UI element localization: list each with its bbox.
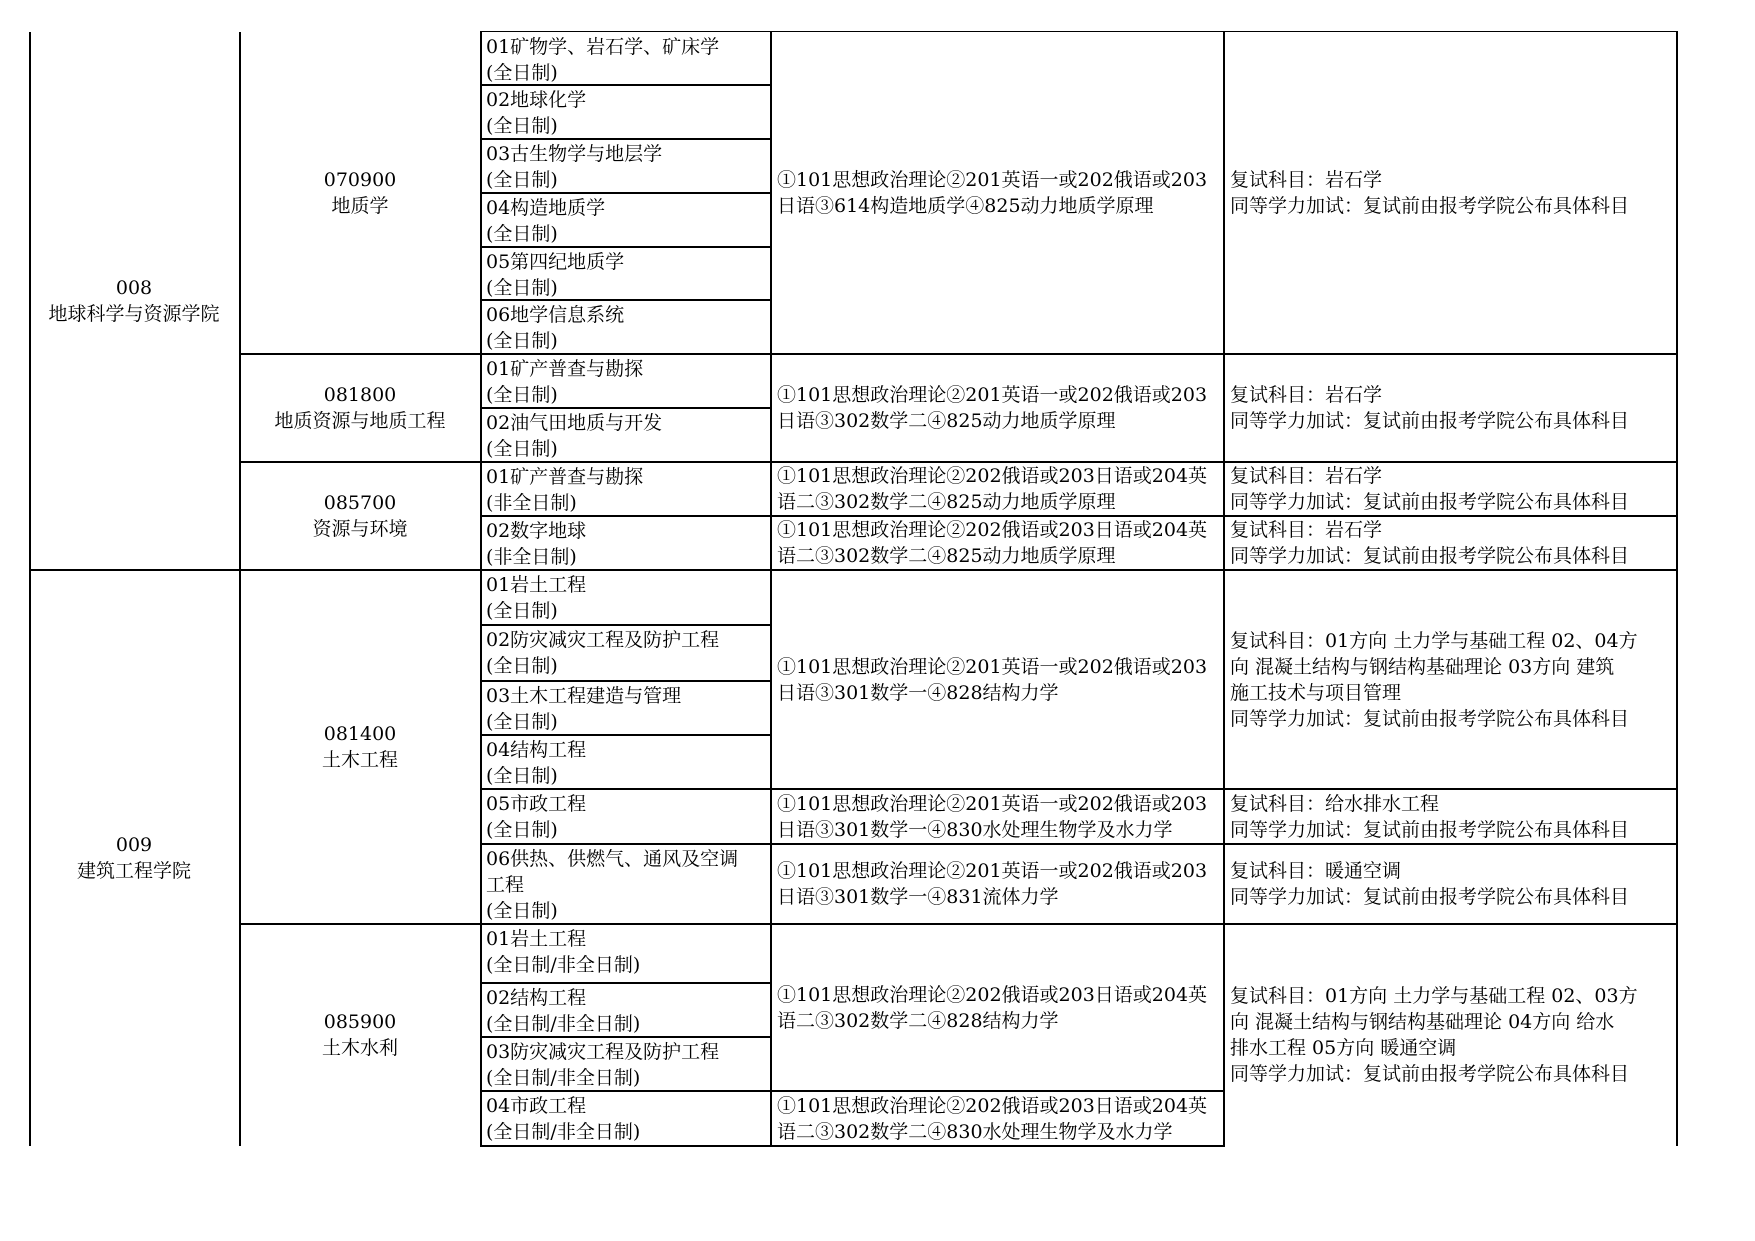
direction-name: 06地学信息系统 bbox=[486, 304, 625, 326]
note-line: 同等学力加试：复试前由报考学院公布具体科目 bbox=[1230, 410, 1630, 432]
direction-cell bbox=[482, 1091, 770, 1146]
direction-name: 02地球化学 bbox=[486, 89, 587, 111]
major-code: 085700 bbox=[323, 492, 397, 514]
note-line: 同等学力加试：复试前由报考学院公布具体科目 bbox=[1230, 545, 1630, 567]
note-line: 排水工程 05方向 暖通空调 bbox=[1230, 1037, 1457, 1059]
exam-line: ①101思想政治理论②202俄语或203日语或204英 bbox=[777, 1094, 1208, 1117]
grid-line bbox=[480, 843, 1678, 845]
grid-line bbox=[239, 353, 1678, 355]
major-code: 081400 bbox=[323, 723, 397, 745]
exam-line: ①101思想政治理论②201英语一或202俄语或203 bbox=[777, 860, 1208, 882]
direction-cell bbox=[482, 85, 770, 139]
grid-line bbox=[29, 569, 1678, 571]
note-line: 同等学力加试：复试前由报考学院公布具体科目 bbox=[1230, 886, 1630, 908]
note-line: 复试科目：给水排水工程 bbox=[1230, 792, 1440, 815]
grid-line bbox=[1676, 32, 1678, 1146]
major-cell bbox=[240, 570, 480, 924]
major-name: 地质资源与地质工程 bbox=[274, 410, 446, 432]
direction-mode: (全日制) bbox=[486, 384, 558, 406]
exam-cell bbox=[773, 844, 1223, 924]
exam-cell bbox=[773, 462, 1223, 516]
major-name: 土木工程 bbox=[321, 749, 398, 771]
exam-line: 语二③302数学二④825动力地质学原理 bbox=[777, 491, 1116, 513]
major-cell bbox=[240, 354, 480, 462]
direction-cell bbox=[482, 139, 770, 193]
note-cell bbox=[1226, 924, 1676, 1146]
direction-mode: (全日制) bbox=[486, 115, 558, 137]
note-line: 复试科目：岩石学 bbox=[1230, 465, 1383, 487]
note-cell bbox=[1226, 844, 1676, 924]
exam-line: ①101思想政治理论②202俄语或203日语或204英 bbox=[777, 983, 1208, 1006]
grid-line bbox=[29, 32, 31, 1146]
direction-cell bbox=[482, 625, 770, 681]
grid-line bbox=[480, 1145, 1225, 1147]
direction-name: 04结构工程 bbox=[486, 739, 587, 761]
grid-line bbox=[480, 138, 772, 140]
direction-cell bbox=[482, 247, 770, 300]
grid-line bbox=[770, 32, 772, 1146]
exam-line: 语二③302数学二④825动力地质学原理 bbox=[777, 545, 1116, 567]
direction-mode: (非全日制) bbox=[486, 492, 577, 514]
grid-line bbox=[239, 461, 1678, 463]
exam-line: 日语③614构造地质学④825动力地质学原理 bbox=[777, 195, 1154, 217]
direction-mode: (全日制) bbox=[486, 819, 558, 841]
college-cell bbox=[30, 570, 238, 1146]
grid-line bbox=[480, 788, 1678, 790]
direction-name: 04市政工程 bbox=[486, 1095, 587, 1117]
exam-line: 语二③302数学二④830水处理生物学及水力学 bbox=[777, 1120, 1173, 1143]
direction-cell bbox=[482, 354, 770, 408]
grid-line bbox=[480, 192, 772, 194]
note-line: 向 混凝土结构与钢结构基础理论 04方向 给水 bbox=[1230, 1011, 1615, 1033]
exam-cell bbox=[773, 924, 1223, 1091]
grid-line bbox=[480, 246, 772, 248]
college-code: 009 bbox=[115, 834, 153, 856]
grid-line bbox=[480, 1036, 772, 1038]
grid-line bbox=[239, 923, 1678, 925]
major-cell bbox=[240, 462, 480, 570]
grid-line bbox=[480, 624, 772, 626]
direction-name: 02防灾减灾工程及防护工程 bbox=[486, 629, 720, 651]
direction-mode: (全日制) bbox=[486, 169, 558, 191]
grid-line bbox=[480, 31, 1678, 32]
direction-cell bbox=[482, 1037, 770, 1091]
exam-line: ①101思想政治理论②201英语一或202俄语或203 bbox=[777, 792, 1208, 815]
major-code: 070900 bbox=[323, 169, 397, 191]
exam-line: 语二③302数学二④828结构力学 bbox=[777, 1009, 1059, 1032]
direction-name: 03古生物学与地层学 bbox=[486, 143, 663, 165]
direction-name: 03防灾减灾工程及防护工程 bbox=[486, 1041, 720, 1063]
college-cell bbox=[30, 32, 238, 570]
direction-cell bbox=[482, 570, 770, 625]
note-line: 同等学力加试：复试前由报考学院公布具体科目 bbox=[1230, 707, 1630, 730]
college-name: 建筑工程学院 bbox=[76, 860, 191, 882]
exam-cell bbox=[773, 789, 1223, 844]
note-line: 同等学力加试：复试前由报考学院公布具体科目 bbox=[1230, 818, 1630, 841]
grid-line bbox=[480, 680, 772, 682]
note-line: 同等学力加试：复试前由报考学院公布具体科目 bbox=[1230, 1063, 1630, 1085]
direction-name: 02数字地球 bbox=[486, 520, 587, 542]
direction-cell bbox=[482, 924, 770, 983]
direction-cell bbox=[482, 735, 770, 789]
grid-line bbox=[239, 32, 241, 1146]
note-cell bbox=[1226, 516, 1676, 570]
major-code: 085900 bbox=[323, 1011, 397, 1033]
direction-name-cont: 工程 bbox=[486, 874, 525, 896]
major-name: 资源与环境 bbox=[312, 518, 408, 540]
note-line: 复试科目：岩石学 bbox=[1230, 169, 1383, 191]
grid-line bbox=[1223, 32, 1225, 1146]
grid-line bbox=[480, 734, 772, 736]
note-cell bbox=[1226, 462, 1676, 516]
direction-name: 02油气田地质与开发 bbox=[486, 412, 663, 434]
note-line: 复试科目：01方向 土力学与基础工程 02、03方 bbox=[1230, 985, 1638, 1007]
exam-cell bbox=[773, 570, 1223, 789]
grid-line bbox=[480, 407, 772, 409]
direction-cell bbox=[482, 681, 770, 735]
note-cell bbox=[1226, 354, 1676, 462]
direction-mode: (全日制/非全日制) bbox=[486, 954, 641, 976]
exam-line: ①101思想政治理论②201英语一或202俄语或203 bbox=[777, 384, 1208, 406]
direction-cell bbox=[482, 32, 770, 85]
direction-name: 05第四纪地质学 bbox=[486, 251, 625, 273]
direction-mode: (全日制/非全日制) bbox=[486, 1121, 641, 1143]
direction-mode: (全日制/非全日制) bbox=[486, 1013, 641, 1035]
grid-line bbox=[480, 299, 772, 301]
direction-name: 06供热、供燃气、通风及空调 bbox=[486, 848, 739, 870]
direction-mode: (全日制) bbox=[486, 223, 558, 245]
direction-cell bbox=[482, 516, 770, 570]
note-line: 施工技术与项目管理 bbox=[1230, 681, 1402, 704]
direction-mode: (全日制) bbox=[486, 765, 558, 787]
note-line: 复试科目：暖通空调 bbox=[1230, 860, 1402, 882]
grid-line bbox=[480, 515, 1678, 517]
direction-cell bbox=[482, 789, 770, 844]
grid-line bbox=[480, 84, 772, 86]
note-cell bbox=[1226, 570, 1676, 789]
direction-mode: (全日制) bbox=[486, 277, 558, 299]
exam-cell bbox=[773, 516, 1223, 570]
exam-line: 日语③301数学一④831流体力学 bbox=[777, 886, 1059, 908]
direction-name: 01矿物学、岩石学、矿床学 bbox=[486, 36, 720, 58]
major-cell bbox=[240, 924, 480, 1146]
direction-cell bbox=[482, 193, 770, 247]
direction-mode: (全日制/非全日制) bbox=[486, 1067, 641, 1089]
direction-name: 05市政工程 bbox=[486, 793, 587, 815]
direction-mode: (全日制) bbox=[486, 330, 558, 352]
direction-name: 01岩土工程 bbox=[486, 928, 587, 950]
exam-line: ①101思想政治理论②202俄语或203日语或204英 bbox=[777, 519, 1208, 541]
direction-cell bbox=[482, 300, 770, 354]
exam-cell bbox=[773, 1091, 1223, 1146]
note-line: 同等学力加试：复试前由报考学院公布具体科目 bbox=[1230, 195, 1630, 217]
direction-name: 04构造地质学 bbox=[486, 197, 606, 219]
college-code: 008 bbox=[115, 277, 153, 299]
direction-mode: (全日制) bbox=[486, 62, 558, 84]
college-name: 地球科学与资源学院 bbox=[48, 303, 220, 325]
direction-mode: (全日制) bbox=[486, 600, 558, 622]
note-line: 复试科目：01方向 土力学与基础工程 02、04方 bbox=[1230, 629, 1638, 652]
exam-line: ①101思想政治理论②201英语一或202俄语或203 bbox=[777, 655, 1208, 678]
direction-mode: (全日制) bbox=[486, 438, 558, 460]
direction-cell bbox=[482, 462, 770, 516]
note-line: 同等学力加试：复试前由报考学院公布具体科目 bbox=[1230, 491, 1630, 513]
major-cell bbox=[240, 32, 480, 354]
direction-name: 01岩土工程 bbox=[486, 574, 587, 596]
major-name: 土木水利 bbox=[321, 1037, 398, 1059]
direction-name: 03土木工程建造与管理 bbox=[486, 685, 682, 707]
direction-cell bbox=[482, 844, 770, 924]
direction-name: 02结构工程 bbox=[486, 987, 587, 1009]
note-line: 复试科目：岩石学 bbox=[1230, 384, 1383, 406]
direction-cell bbox=[482, 983, 770, 1037]
exam-cell bbox=[773, 354, 1223, 462]
major-code: 081800 bbox=[323, 384, 397, 406]
major-name: 地质学 bbox=[331, 195, 389, 217]
exam-line: 日语③302数学二④825动力地质学原理 bbox=[777, 410, 1116, 432]
note-cell bbox=[1226, 789, 1676, 844]
grid-line bbox=[480, 32, 482, 1146]
direction-cell bbox=[482, 408, 770, 462]
direction-mode: (非全日制) bbox=[486, 546, 577, 568]
exam-line: 日语③301数学一④830水处理生物学及水力学 bbox=[777, 818, 1173, 841]
note-line: 复试科目：岩石学 bbox=[1230, 519, 1383, 541]
exam-line: ①101思想政治理论②201英语一或202俄语或203 bbox=[777, 169, 1208, 191]
exam-cell bbox=[773, 32, 1223, 354]
grid-line bbox=[480, 982, 772, 984]
exam-line: ①101思想政治理论②202俄语或203日语或204英 bbox=[777, 465, 1208, 487]
note-line: 向 混凝土结构与钢结构基础理论 03方向 建筑 bbox=[1230, 655, 1615, 678]
direction-mode: (全日制) bbox=[486, 711, 558, 733]
direction-mode: (全日制) bbox=[486, 900, 558, 922]
grid-line bbox=[480, 1090, 1225, 1092]
direction-name: 01矿产普查与勘探 bbox=[486, 466, 644, 488]
direction-name: 01矿产普查与勘探 bbox=[486, 358, 644, 380]
note-cell bbox=[1226, 32, 1676, 354]
direction-mode: (全日制) bbox=[486, 655, 558, 677]
exam-line: 日语③301数学一④828结构力学 bbox=[777, 681, 1059, 704]
